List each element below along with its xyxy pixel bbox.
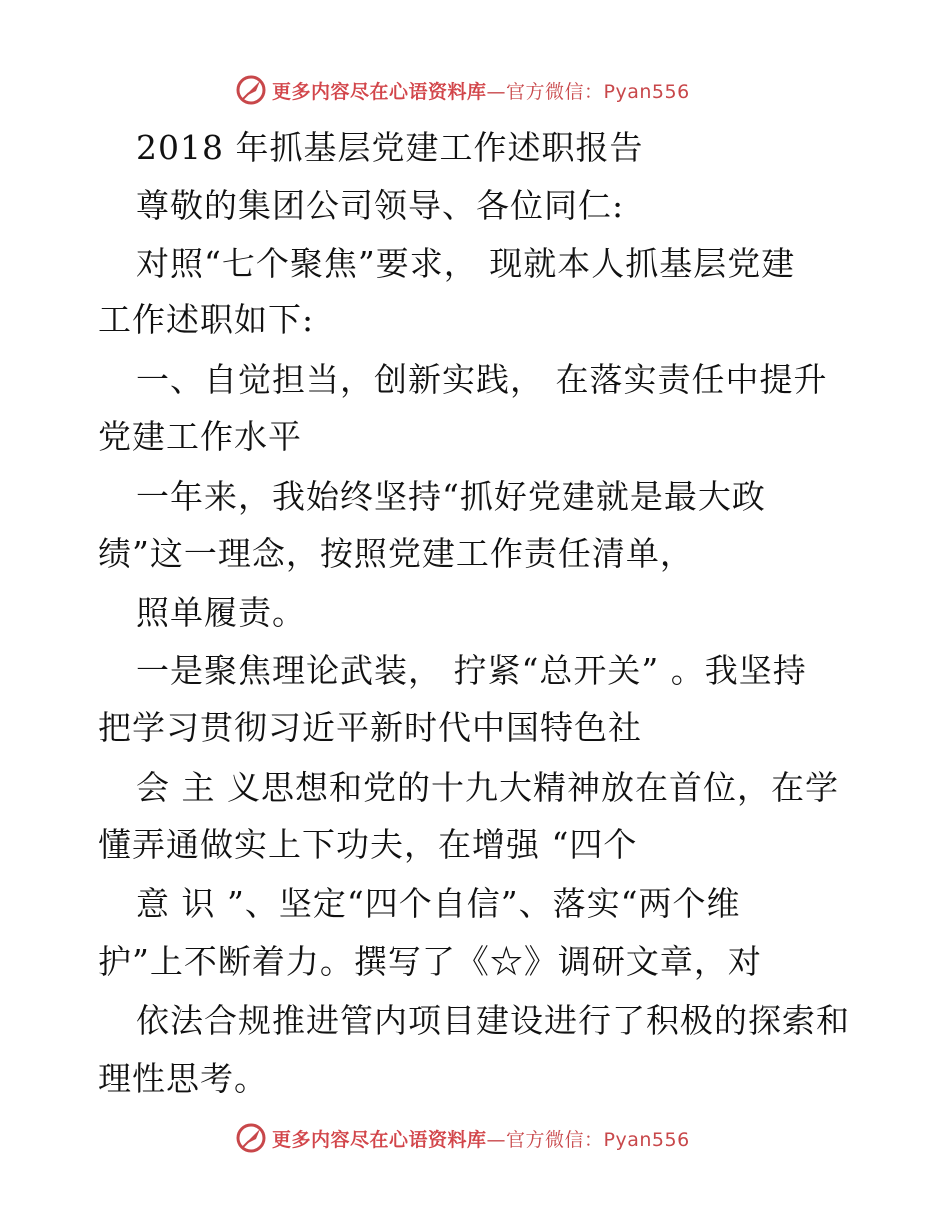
header-watermark-banner: [0, 70, 950, 110]
watermark-dash: —: [486, 80, 507, 103]
watermark-text: [272, 77, 690, 104]
quill-logo-icon: [234, 1121, 268, 1155]
text-line: 一年来，我始终坚持“抓好党建就是最大政: [136, 477, 766, 516]
document-title: 2018 年抓基层党建工作述职报告: [136, 128, 644, 167]
section-heading: 一、自觉担当，创新实践， 在落实责任中提升: [136, 360, 828, 399]
watermark-suffix: 官方微信：Pyan556: [506, 1128, 690, 1151]
watermark-text: [272, 1125, 690, 1152]
text-line: 意 识 ”、坚定“四个自信”、落实“两个维: [136, 884, 741, 923]
text-line: 依法合规推进管内项目建设进行了积极的探索和: [136, 1001, 850, 1040]
section-heading: 党建工作水平: [98, 417, 302, 456]
watermark-dash: —: [486, 1128, 507, 1151]
watermark-prefix: 更多内容尽在心语资料库: [272, 1128, 487, 1151]
text-line: 绩”这一理念，按照党建工作责任清单，: [98, 534, 694, 573]
text-line: 对照“七个聚焦”要求， 现就本人抓基层党建: [136, 244, 796, 283]
footer-watermark-banner: [0, 1118, 950, 1158]
text-line: 把学习贯彻习近平新时代中国特色社: [98, 708, 642, 747]
text-line: 会 主 义思想和党的十九大精神放在首位，在学: [136, 768, 839, 807]
quill-logo-icon: [234, 73, 268, 107]
text-line: 懂弄通做实上下功夫，在增强 “四个: [98, 825, 638, 864]
watermark-prefix: 更多内容尽在心语资料库: [272, 80, 487, 103]
text-line: 理性思考。: [98, 1059, 268, 1098]
salutation: 尊敬的集团公司领导、各位同仁:: [136, 186, 625, 225]
text-line: 工作述职如下:: [98, 300, 315, 339]
footer-watermark: [234, 1118, 690, 1158]
text-line: 照单履责。: [136, 593, 306, 632]
watermark-suffix: 官方微信：Pyan556: [506, 80, 690, 103]
header-watermark: [234, 70, 690, 110]
text-line: 一是聚焦理论武装， 拧紧“总开关” 。我坚持: [136, 651, 807, 690]
text-line: 护”上不断着力。撰写了《☆》调研文章，对: [98, 942, 762, 981]
